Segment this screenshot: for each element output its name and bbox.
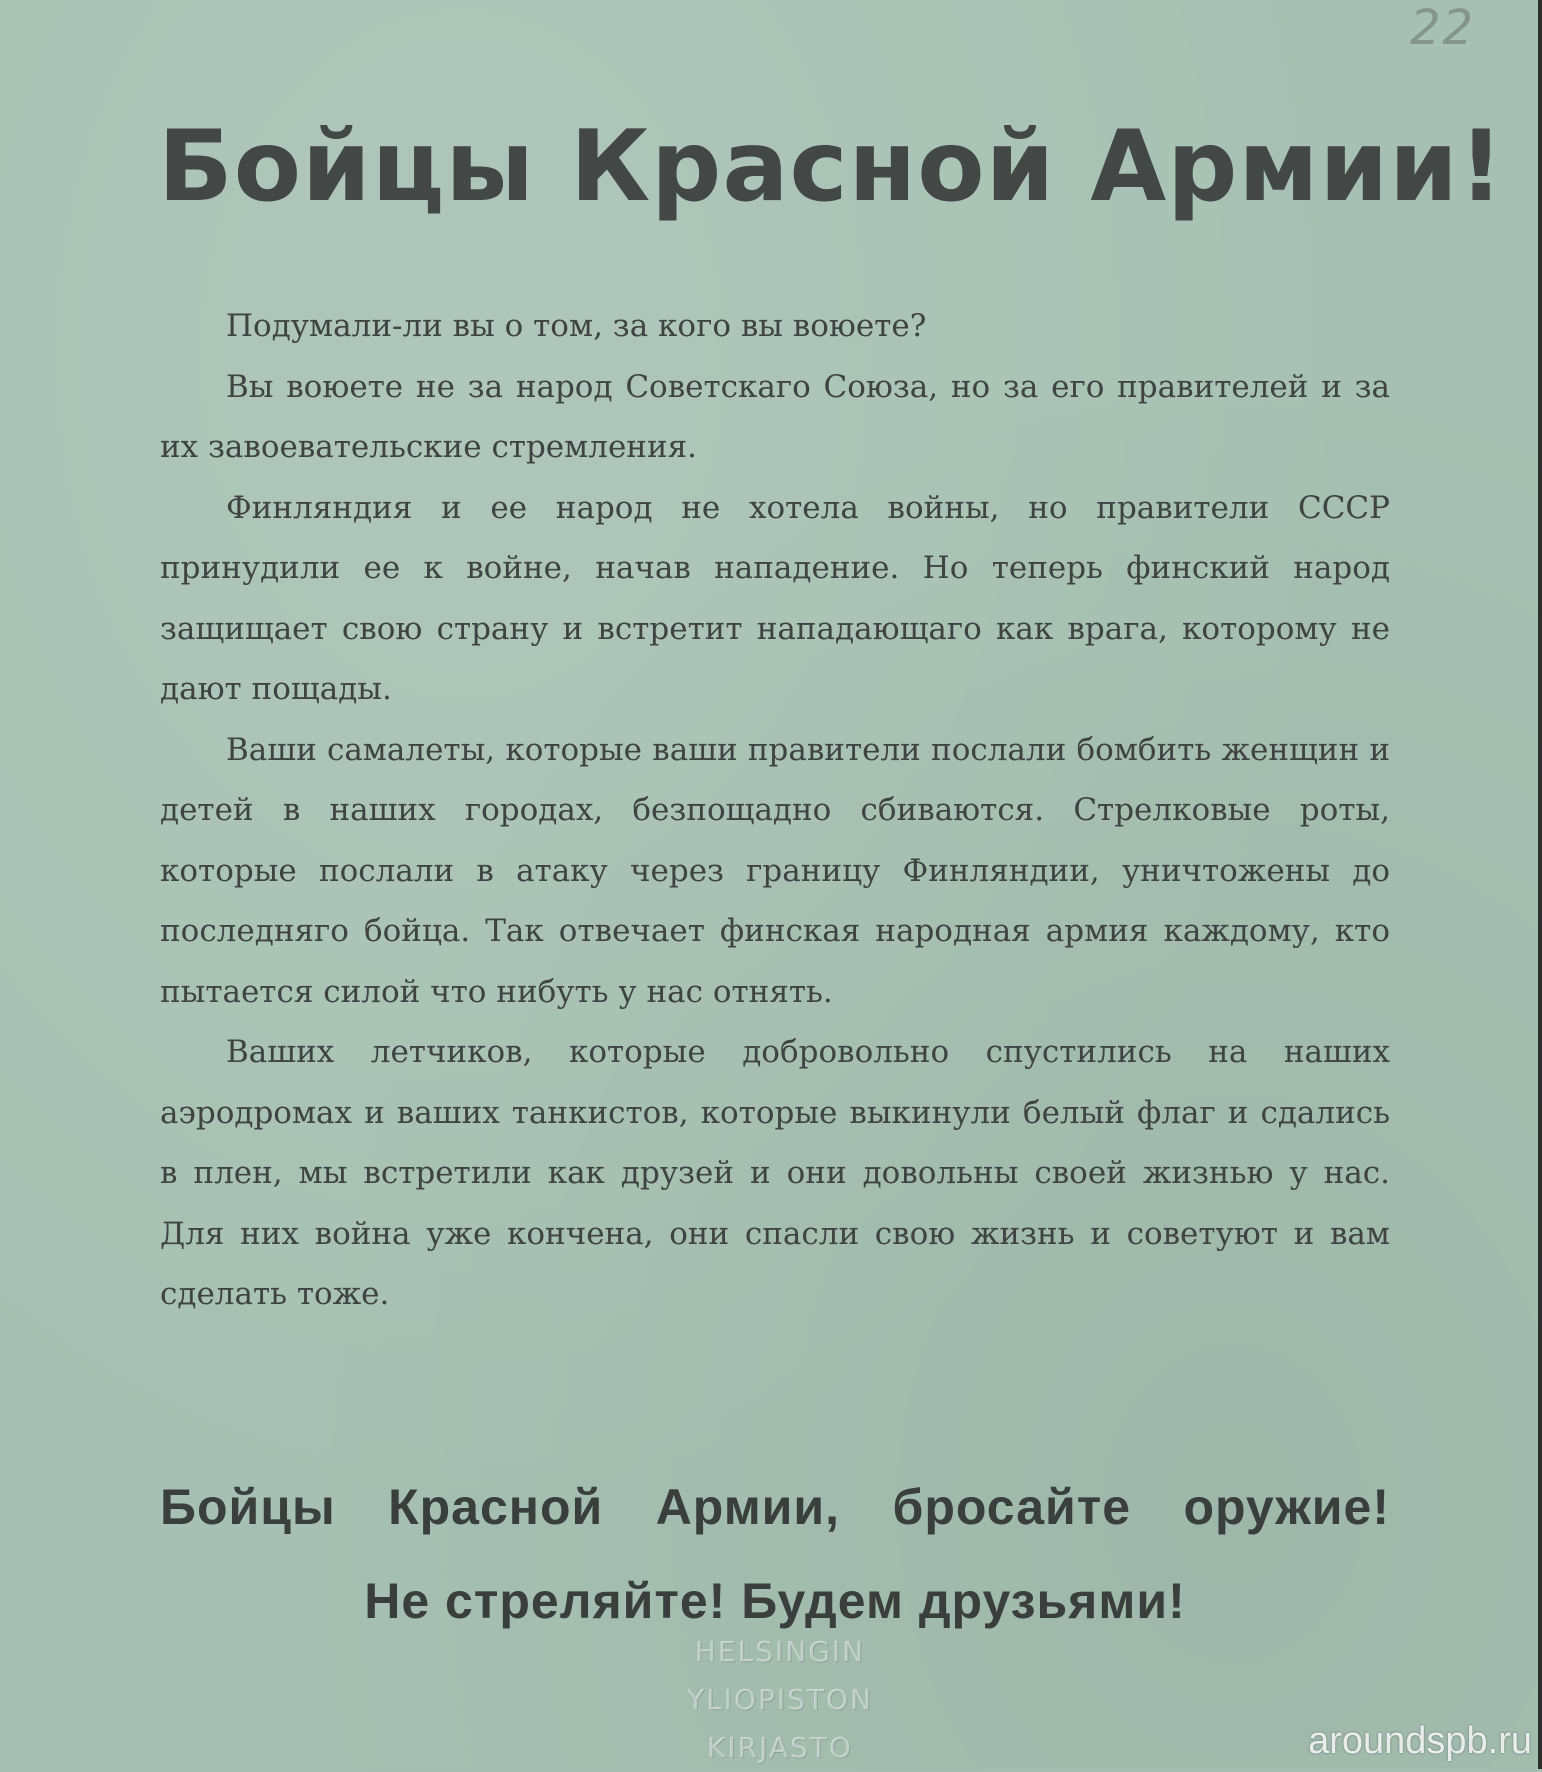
stamp-line: HELSINGIN <box>694 1635 866 1668</box>
paragraph: Подумали-ли вы о том, за кого вы воюете? <box>226 308 927 344</box>
stamp-line: YLIOPISTON <box>686 1683 873 1716</box>
page-edge <box>1538 0 1542 1769</box>
paragraph: Финляндия и ее народ не хотела войны, но правители СССР принудили ее к войне, начав нападение. Но теперь финский народ защищает свою страну и встретит нападающаго как врага, которому не дают пощады. <box>160 489 1390 707</box>
paragraph: Вы воюете не за народ Советскаго Союза, но за его правителей и за их завоевательские стремления. <box>160 368 1390 465</box>
closing-line: Бойцы Красной Армии, бросайте оружие! <box>160 1479 1390 1535</box>
closing-line: Не стреляйте! Будем друзьями! <box>364 1573 1186 1629</box>
library-stamp <box>670 1628 890 1772</box>
archive-page-number: 22 <box>1410 0 1476 56</box>
site-watermark: aroundspb.ru <box>1308 1720 1532 1762</box>
paragraph: Ваши самалеты, которые ваши правители послали бомбить женщин и детей в наших городах, безпощадно сбиваются. Стрелковые роты, которые послали в атаку через границу Финляндии, уничтожены до последняго бойца. Так отвечает финская народная армия каждому, кто пытается силой что нибуть у нас отнять. <box>160 731 1390 1010</box>
leaflet-title: Бойцы Красной Армии! <box>158 110 1505 224</box>
paragraph: Ваших летчиков, которые добровольно спустились на наших аэродромах и ваших танкистов, которые выкинули белый флаг и сдались в плен, мы встретили как друзей и они довольны своей жизнью у нас. Для них война уже кончена, они спасли свою жизнь и советуют и вам сделать тоже. <box>160 1034 1390 1312</box>
stamp-line: KIRJASTO <box>707 1731 853 1764</box>
closing-appeal <box>160 1476 1390 1632</box>
leaflet-body <box>160 296 1390 1325</box>
